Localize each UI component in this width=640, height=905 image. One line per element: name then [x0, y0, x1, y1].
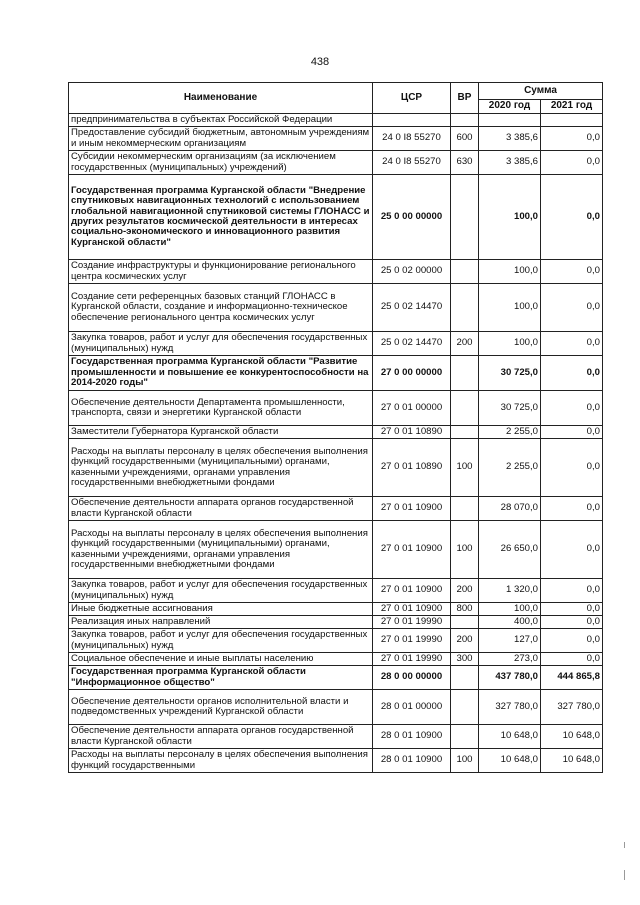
row-sum-2020-cell: 10 648,0	[479, 725, 541, 749]
scan-artifact	[624, 842, 625, 848]
row-sum-2021-cell: 327 780,0	[541, 690, 603, 725]
row-name-cell: Расходы на выплаты персоналу в целях обеспечения выполнения функций государственными (муниципальными) органами, казенными учреждениями, органами управления государственными внебюджетными фондами	[69, 521, 373, 579]
table-row	[69, 391, 603, 426]
table-header	[69, 83, 603, 114]
row-name-cell: Социальное обеспечение и иные выплаты населению	[69, 653, 373, 666]
table-row	[69, 114, 603, 127]
row-name-cell: Заместители Губернатора Курганской области	[69, 426, 373, 439]
row-sum-2020-cell: 2 255,0	[479, 426, 541, 439]
row-sum-2020-cell: 273,0	[479, 653, 541, 666]
row-name-cell: Иные бюджетные ассигнования	[69, 603, 373, 616]
row-sum-2020-cell: 400,0	[479, 616, 541, 629]
row-vr-cell	[451, 260, 479, 284]
header-name: Наименование	[69, 83, 373, 114]
row-sum-2020-cell: 127,0	[479, 629, 541, 653]
row-sum-2021-cell	[541, 114, 603, 127]
row-csr-cell: 27 0 01 19990	[373, 653, 451, 666]
row-sum-2021-cell: 10 648,0	[541, 749, 603, 773]
row-sum-2020-cell: 100,0	[479, 332, 541, 356]
row-csr-cell: 27 0 01 00000	[373, 391, 451, 426]
table-row	[69, 127, 603, 151]
row-vr-cell: 100	[451, 439, 479, 497]
row-name-cell: Закупка товаров, работ и услуг для обеспечения государственных (муниципальных) нужд	[69, 629, 373, 653]
row-name-cell: Обеспечение деятельности аппарата органов государственной власти Курганской области	[69, 725, 373, 749]
row-vr-cell	[451, 114, 479, 127]
row-sum-2020-cell: 30 725,0	[479, 391, 541, 426]
row-sum-2021-cell: 0,0	[541, 391, 603, 426]
table-row	[69, 616, 603, 629]
table-row	[69, 497, 603, 521]
row-name-cell: Обеспечение деятельности аппарата органов государственной власти Курганской области	[69, 497, 373, 521]
row-vr-cell	[451, 497, 479, 521]
table-row	[69, 521, 603, 579]
table-row	[69, 332, 603, 356]
row-sum-2021-cell: 0,0	[541, 616, 603, 629]
row-csr-cell: 28 0 01 10900	[373, 749, 451, 773]
row-vr-cell: 300	[451, 653, 479, 666]
header-year-2021: 2021 год	[541, 100, 603, 114]
row-sum-2020-cell: 3 385,6	[479, 127, 541, 151]
row-sum-2020-cell: 1 320,0	[479, 579, 541, 603]
row-csr-cell: 27 0 01 10890	[373, 426, 451, 439]
row-vr-cell	[451, 616, 479, 629]
table-row	[69, 690, 603, 725]
header-year-2020: 2020 год	[479, 100, 541, 114]
row-sum-2020-cell: 100,0	[479, 260, 541, 284]
row-sum-2021-cell: 0,0	[541, 127, 603, 151]
row-vr-cell: 100	[451, 521, 479, 579]
row-name-cell: Закупка товаров, работ и услуг для обеспечения государственных (муниципальных) нужд	[69, 332, 373, 356]
row-sum-2021-cell: 0,0	[541, 332, 603, 356]
row-csr-cell: 28 0 01 00000	[373, 690, 451, 725]
row-csr-cell: 24 0 I8 55270	[373, 127, 451, 151]
row-name-cell: Субсидии некоммерческим организациям (за исключением государственных (муниципальных) учреждений)	[69, 151, 373, 175]
table-row	[69, 151, 603, 175]
row-name-cell: Реализация иных направлений	[69, 616, 373, 629]
table-body	[69, 114, 603, 773]
row-name-cell: Обеспечение деятельности Департамента промышленности, транспорта, связи и энергетики Курганской области	[69, 391, 373, 426]
row-sum-2021-cell: 0,0	[541, 151, 603, 175]
row-sum-2021-cell: 0,0	[541, 603, 603, 616]
row-name-cell: Государственная программа Курганской области "Развитие промышленности и повышение ее конкурентоспособности на 2014-2020 годы"	[69, 356, 373, 391]
row-csr-cell: 24 0 I8 55270	[373, 151, 451, 175]
row-sum-2020-cell: 100,0	[479, 284, 541, 332]
row-vr-cell	[451, 356, 479, 391]
row-csr-cell: 27 0 01 19990	[373, 629, 451, 653]
row-csr-cell: 27 0 01 19990	[373, 616, 451, 629]
row-sum-2020-cell: 26 650,0	[479, 521, 541, 579]
row-sum-2021-cell: 0,0	[541, 579, 603, 603]
row-sum-2021-cell: 0,0	[541, 426, 603, 439]
row-sum-2021-cell: 0,0	[541, 356, 603, 391]
row-sum-2021-cell: 0,0	[541, 629, 603, 653]
row-sum-2020-cell: 2 255,0	[479, 439, 541, 497]
row-vr-cell	[451, 666, 479, 690]
table-row	[69, 653, 603, 666]
row-csr-cell: 27 0 00 00000	[373, 356, 451, 391]
row-vr-cell: 200	[451, 629, 479, 653]
row-csr-cell	[373, 114, 451, 127]
row-name-cell: Государственная программа Курганской области "Внедрение спутниковых навигационных технологий с использованием глобальной навигационной спутниковой системы ГЛОНАСС и других результатов космической деятельности в интересах социально-экономического и инновационного развития Курганской области"	[69, 175, 373, 260]
header-csr: ЦСР	[373, 83, 451, 114]
row-name-cell: Расходы на выплаты персоналу в целях обеспечения выполнения функций государственными	[69, 749, 373, 773]
row-sum-2021-cell: 0,0	[541, 653, 603, 666]
row-sum-2021-cell: 0,0	[541, 521, 603, 579]
table-row	[69, 175, 603, 260]
row-sum-2021-cell: 0,0	[541, 260, 603, 284]
row-sum-2020-cell: 30 725,0	[479, 356, 541, 391]
table-row	[69, 439, 603, 497]
budget-table	[68, 82, 603, 773]
row-name-cell: Создание инфраструктуры и функционирование регионального центра космических услуг	[69, 260, 373, 284]
row-sum-2020-cell	[479, 114, 541, 127]
row-sum-2020-cell: 3 385,6	[479, 151, 541, 175]
row-sum-2021-cell: 0,0	[541, 284, 603, 332]
row-vr-cell	[451, 725, 479, 749]
table-row	[69, 284, 603, 332]
row-csr-cell: 25 0 00 00000	[373, 175, 451, 260]
row-vr-cell	[451, 426, 479, 439]
row-csr-cell: 27 0 01 10890	[373, 439, 451, 497]
table-row	[69, 356, 603, 391]
table-row	[69, 666, 603, 690]
row-sum-2021-cell: 10 648,0	[541, 725, 603, 749]
row-csr-cell: 27 0 01 10900	[373, 521, 451, 579]
table-row	[69, 579, 603, 603]
row-sum-2021-cell: 0,0	[541, 497, 603, 521]
row-csr-cell: 27 0 01 10900	[373, 603, 451, 616]
row-sum-2020-cell: 28 070,0	[479, 497, 541, 521]
row-vr-cell: 600	[451, 127, 479, 151]
row-vr-cell: 800	[451, 603, 479, 616]
row-csr-cell: 25 0 02 14470	[373, 332, 451, 356]
row-csr-cell: 28 0 00 00000	[373, 666, 451, 690]
header-vr: ВР	[451, 83, 479, 114]
row-name-cell: Создание сети референцных базовых станций ГЛОНАСС в Курганской области, создание и информационно-техническое обеспечение регионального центра космических услуг	[69, 284, 373, 332]
row-csr-cell: 27 0 01 10900	[373, 579, 451, 603]
row-csr-cell: 25 0 02 14470	[373, 284, 451, 332]
row-vr-cell: 200	[451, 332, 479, 356]
row-vr-cell: 630	[451, 151, 479, 175]
row-vr-cell: 100	[451, 749, 479, 773]
row-csr-cell: 27 0 01 10900	[373, 497, 451, 521]
row-name-cell: предпринимательства в субъектах Российской Федерации	[69, 114, 373, 127]
row-sum-2020-cell: 327 780,0	[479, 690, 541, 725]
table-row	[69, 749, 603, 773]
row-name-cell: Государственная программа Курганской области "Информационное общество"	[69, 666, 373, 690]
table-row	[69, 725, 603, 749]
row-name-cell: Расходы на выплаты персоналу в целях обеспечения выполнения функций государственными (муниципальными) органами, казенными учреждениями, органами управления государственными внебюджетными фондами	[69, 439, 373, 497]
row-sum-2020-cell: 10 648,0	[479, 749, 541, 773]
table-row	[69, 426, 603, 439]
page-number: 438	[310, 56, 330, 68]
row-name-cell: Предоставление субсидий бюджетным, автономным учреждениям и иным некоммерческим организациям	[69, 127, 373, 151]
row-vr-cell: 200	[451, 579, 479, 603]
row-sum-2020-cell: 100,0	[479, 175, 541, 260]
row-sum-2021-cell: 444 865,8	[541, 666, 603, 690]
row-vr-cell	[451, 175, 479, 260]
row-sum-2021-cell: 0,0	[541, 439, 603, 497]
row-csr-cell: 28 0 01 10900	[373, 725, 451, 749]
table-row	[69, 603, 603, 616]
row-csr-cell: 25 0 02 00000	[373, 260, 451, 284]
row-vr-cell	[451, 284, 479, 332]
row-vr-cell	[451, 690, 479, 725]
row-name-cell: Закупка товаров, работ и услуг для обеспечения государственных (муниципальных) нужд	[69, 579, 373, 603]
table-row	[69, 629, 603, 653]
scan-artifact	[624, 870, 625, 880]
row-sum-2021-cell: 0,0	[541, 175, 603, 260]
row-name-cell: Обеспечение деятельности органов исполнительной власти и подведомственных учреждений Курганской области	[69, 690, 373, 725]
row-sum-2020-cell: 437 780,0	[479, 666, 541, 690]
header-sum: Сумма	[479, 83, 603, 100]
row-vr-cell	[451, 391, 479, 426]
table-row	[69, 260, 603, 284]
row-sum-2020-cell: 100,0	[479, 603, 541, 616]
